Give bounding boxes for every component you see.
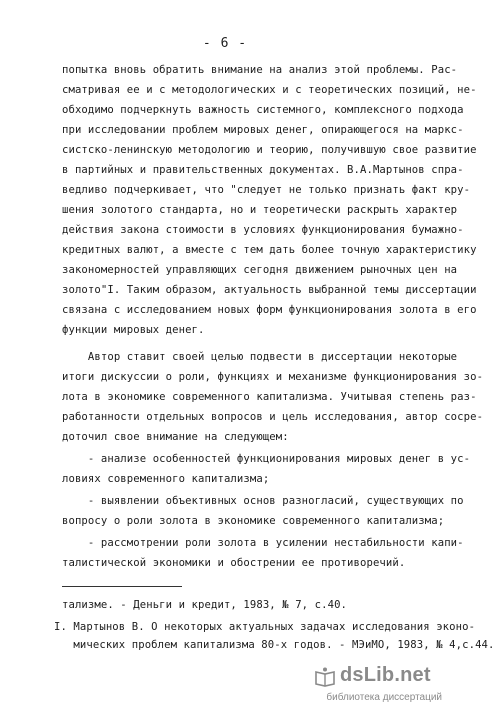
body-line: - рассмотрении роли золота в усилении нестабильности капи- xyxy=(62,537,464,549)
body-line: работанности отдельных вопросов и цель исследования, автор сосре- xyxy=(62,411,484,423)
footnote-line: мических проблем капитализма 80-х годов. - МЭиМО, 1983, № 4,с.44. xyxy=(54,639,495,651)
body-line: золото"I. Таким образом, актуальность выбранной темы диссертации xyxy=(62,284,477,296)
body-line: функции мировых денег. xyxy=(62,324,205,336)
open-book-icon xyxy=(314,666,336,688)
page-number: - 6 - xyxy=(202,36,248,51)
body-line: итоги дискуссии о роли, функциях и механизме функционирования зо- xyxy=(62,371,484,383)
body-line: вопросу о роли золота в экономике современного капитализма; xyxy=(62,515,445,527)
watermark xyxy=(314,664,442,708)
body-line: шения золотого стандарта, но и теоретически раскрыть характер xyxy=(62,204,458,216)
body-line: систско-ленинскую методологию и теорию, получившую свое развитие xyxy=(62,144,477,156)
body-line: сматривая ее и с методологических и с теоретических позиций, не- xyxy=(62,84,477,96)
body-line: лота в экономике современного капитализма. Учитывая степень раз- xyxy=(62,391,477,403)
body-line: доточил свое внимание на следующем: xyxy=(62,431,289,443)
body-line: закономерностей управляющих сегодня движением рыночных цен на xyxy=(62,264,458,276)
body-line: связана с исследованием новых форм функционирования золота в его xyxy=(62,304,477,316)
body-line: обходимо подчеркнуть важность системного, комплексного подхода xyxy=(62,104,464,116)
footnote-divider xyxy=(62,586,182,587)
footnote-line: тализме. - Деньги и кредит, 1983, № 7, с.40. xyxy=(62,599,348,611)
body-line: - анализе особенностей функционирования мировых денег в ус- xyxy=(62,453,471,465)
body-line: действия закона стоимости в условиях функционирования бумажно- xyxy=(62,224,464,236)
body-line: попытка вновь обратить внимание на анализ этой проблемы. Рас- xyxy=(62,64,458,76)
body-line: кредитных валют, а вместе с тем дать более точную характеристику xyxy=(62,244,477,256)
body-line: талистической экономики и обострении ее противоречий. xyxy=(62,557,406,569)
body-line: ловиях современного капитализма; xyxy=(62,473,270,485)
footnote-line: I. Мартынов В. О некоторых актуальных задачах исследования эконо- xyxy=(54,621,476,633)
body-line: в партийных и правительственных документах. В.А.Мартынов спра- xyxy=(62,164,464,176)
body-line: Автор ставит своей целью подвести в диссертации некоторые xyxy=(62,351,458,363)
watermark-logo: dsLib.net xyxy=(340,664,431,686)
body-line: ведливо подчеркивает, что "следует не только признать факт кру- xyxy=(62,184,471,196)
watermark-caption: библиотека диссертаций xyxy=(326,692,442,703)
body-line: при исследовании проблем мировых денег, опирающегося на маркс- xyxy=(62,124,464,136)
body-line: - выявлении объективных основ разногласий, существующих по xyxy=(62,495,464,507)
